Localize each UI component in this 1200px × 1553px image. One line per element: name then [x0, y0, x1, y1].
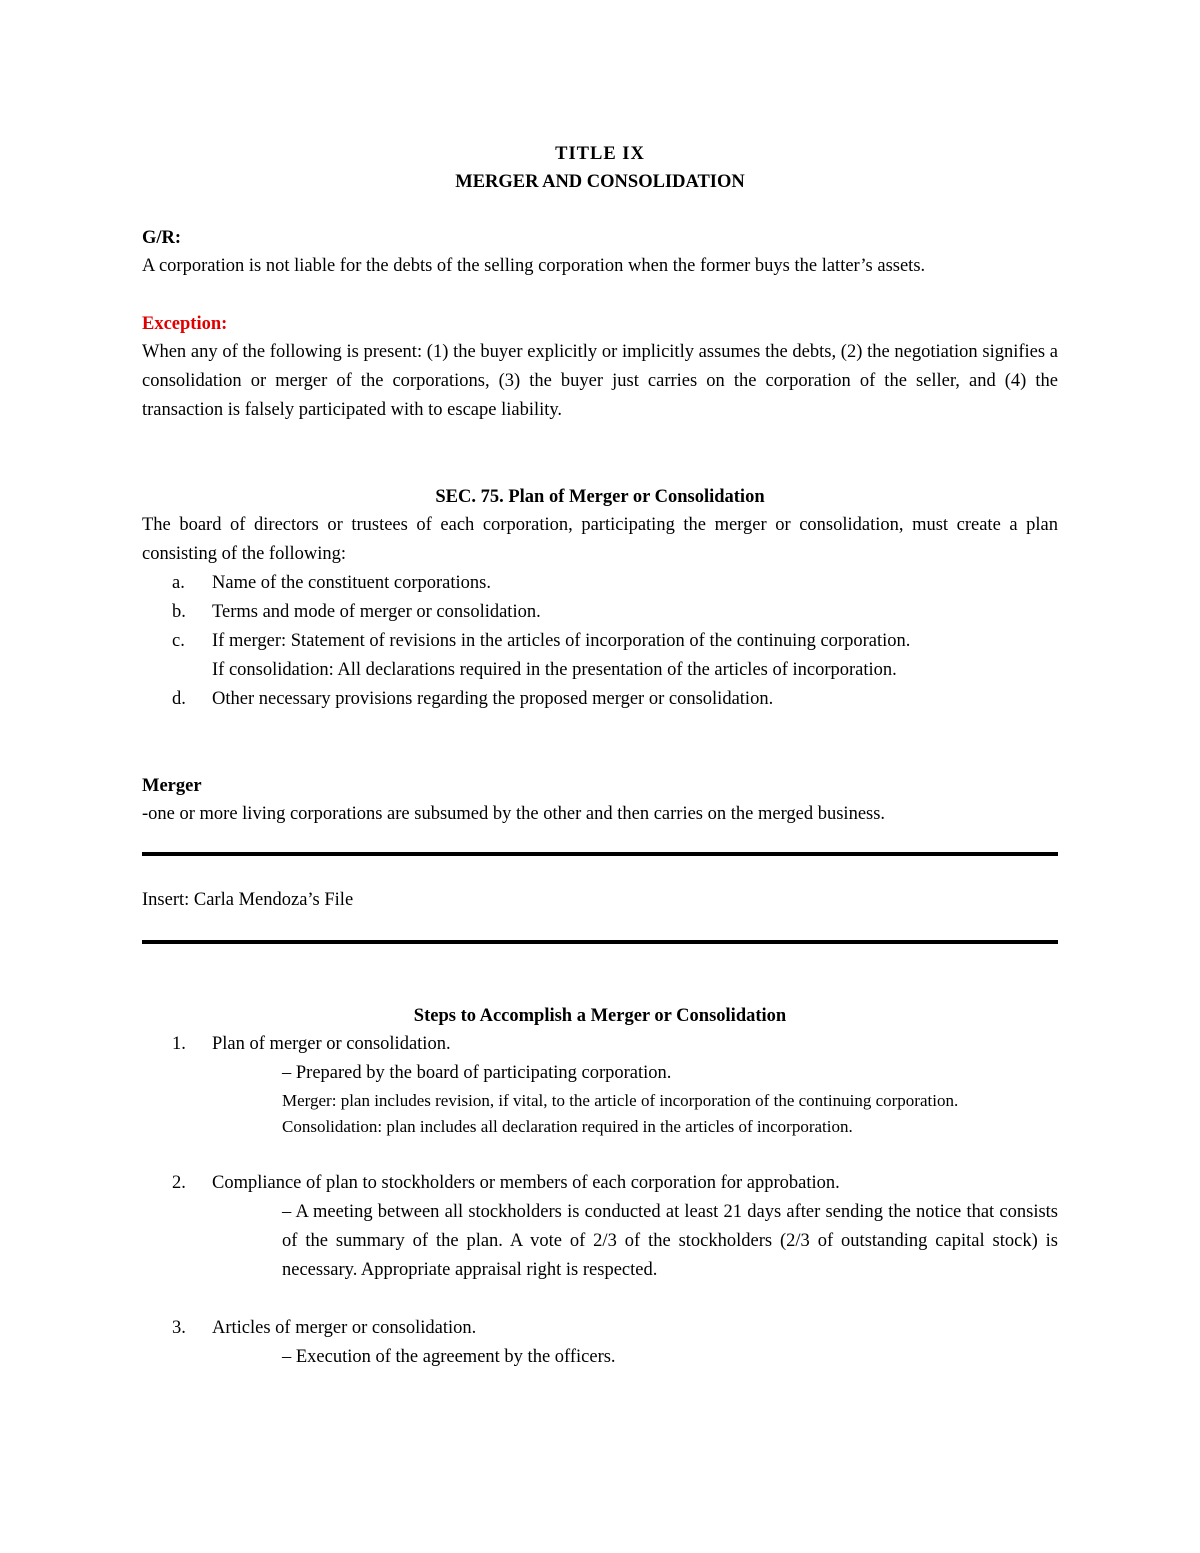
- step-text: Compliance of plan to stockholders or members of each corporation for approbation.: [212, 1173, 840, 1193]
- list-item-text: If merger: Statement of revisions in the articles of incorporation of the continuing corporation.: [212, 631, 911, 651]
- general-rule-text: A corporation is not liable for the debts of the selling corporation when the former buys the latter’s assets.: [142, 256, 926, 276]
- steps-list: [142, 1030, 1058, 1372]
- sec75-intro: The board of directors or trustees of each corporation, participating the merger or consolidation, must create a plan consisting of the following:: [142, 515, 1058, 564]
- step-detail-text: – A meeting between all stockholders is conducted at least 21 days after sending the notice that consists of the summary of the plan. A vote of 2/3 of the stockholders (2/3 of outstanding capital stock) is necessary. Appropriate appraisal right is respected.: [282, 1202, 1058, 1280]
- list-marker: a.: [172, 573, 185, 593]
- list-marker: c.: [172, 631, 185, 651]
- list-marker: d.: [172, 689, 186, 709]
- list-item-text: Other necessary provisions regarding the proposed merger or consolidation.: [212, 689, 774, 709]
- steps-heading: Steps to Accomplish a Merger or Consolidation: [413, 1006, 787, 1026]
- step-3-detail: [142, 1343, 1058, 1372]
- step-1-detail: [142, 1059, 1058, 1088]
- list-item-text-continued: If consolidation: All declarations required in the presentation of the articles of incorporation.: [212, 660, 897, 680]
- list-item-text: Name of the constituent corporations.: [212, 573, 491, 593]
- sec75-item-a: [142, 569, 1058, 598]
- list-marker: b.: [172, 602, 186, 622]
- step-text: Plan of merger or consolidation.: [212, 1034, 451, 1054]
- title-line-1: TITLE IX: [555, 144, 645, 164]
- step-text: Articles of merger or consolidation.: [212, 1318, 477, 1338]
- sec75-item-b: [142, 598, 1058, 627]
- title-line-2: MERGER AND CONSOLIDATION: [455, 172, 745, 192]
- exception-text: When any of the following is present: (1) the buyer explicitly or implicitly assumes the debts, (2) the negotiation signifies a consolidation or merger of the corporations, (3) the buyer just carries on the corporation of the seller, and (4) the transaction is falsely participated with to escape liability.: [142, 342, 1058, 420]
- step-detail-text: Consolidation: plan includes all declaration required in the articles of incorporation.: [282, 1117, 853, 1136]
- list-spacer: [142, 1140, 1058, 1169]
- list-spacer: [142, 1285, 1058, 1314]
- step-1-consolidation-note: [142, 1114, 1058, 1140]
- list-marker: 2.: [172, 1173, 186, 1193]
- list-marker: 1.: [172, 1034, 186, 1054]
- list-marker: 3.: [172, 1318, 186, 1338]
- step-3: [142, 1314, 1058, 1343]
- insert-note: Insert: Carla Mendoza’s File: [142, 890, 354, 910]
- step-detail-text: – Execution of the agreement by the officers.: [282, 1347, 616, 1367]
- document-page: [142, 140, 1058, 1372]
- step-detail-text: – Prepared by the board of participating corporation.: [282, 1063, 672, 1083]
- sec75-heading: SEC. 75. Plan of Merger or Consolidation: [435, 487, 765, 507]
- step-1-merger-note: [142, 1088, 1058, 1114]
- step-1: [142, 1030, 1058, 1059]
- merger-heading: Merger: [142, 776, 202, 796]
- step-2-detail: [142, 1198, 1058, 1285]
- merger-text: -one or more living corporations are subsumed by the other and then carries on the merged business.: [142, 804, 886, 824]
- list-item-text: Terms and mode of merger or consolidation.: [212, 602, 541, 622]
- exception-label: Exception:: [142, 314, 228, 334]
- sec75-item-d: [142, 685, 1058, 714]
- general-rule-label: G/R:: [142, 228, 182, 248]
- sec75-list: [142, 569, 1058, 714]
- step-detail-text: Merger: plan includes revision, if vital, to the article of incorporation of the continuing corporation.: [282, 1091, 959, 1110]
- step-2: [142, 1169, 1058, 1198]
- sec75-item-c: [142, 627, 1058, 685]
